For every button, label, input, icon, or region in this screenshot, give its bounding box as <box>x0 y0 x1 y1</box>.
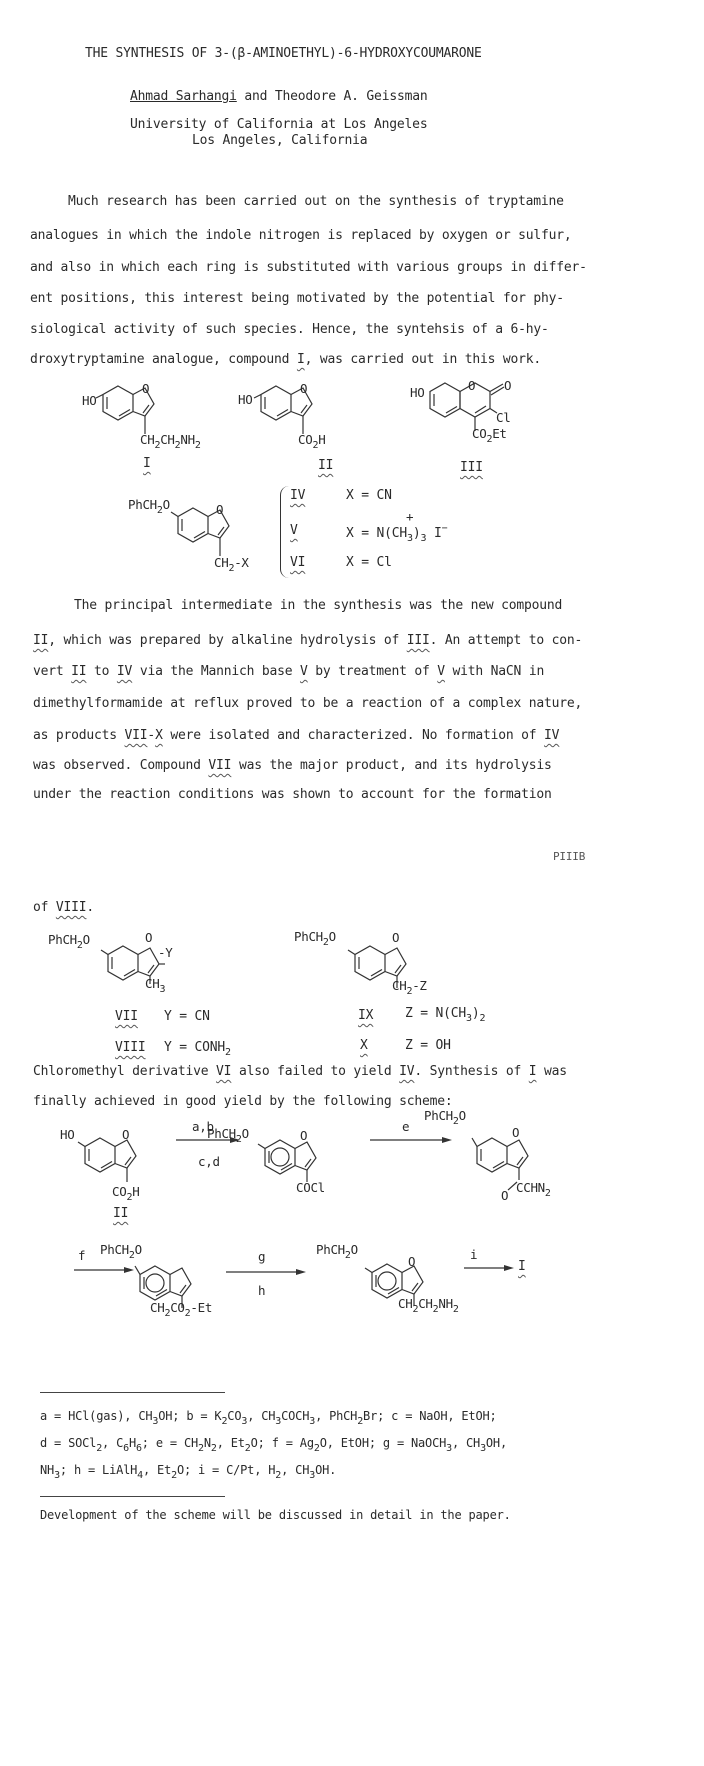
structure-i-benzofuran <box>88 358 178 438</box>
text-run: NH <box>180 432 195 447</box>
text-run: O <box>328 929 336 944</box>
affiliation-city: Los Angeles, California <box>192 133 368 148</box>
subscript: 2 <box>322 937 329 948</box>
hydroxy-label: HO <box>60 1127 75 1142</box>
subscript: 2 <box>432 1304 439 1315</box>
subscript: 2 <box>313 1443 320 1454</box>
text-run: with NaCN in <box>444 664 545 679</box>
compound-label-v <box>290 523 298 538</box>
subscript: 2 <box>128 1250 135 1261</box>
compound-ref: X <box>360 1038 368 1053</box>
subscript: 3 <box>152 1416 159 1427</box>
text-run: NH <box>438 1296 453 1311</box>
text-run: ; e = CH <box>141 1436 198 1450</box>
p2-line <box>33 758 552 773</box>
text-run: X = N(CH <box>346 526 408 541</box>
closing-note: Development of the scheme will be discussed in detail in the paper. <box>40 1508 511 1522</box>
compound-ref: II <box>33 633 49 648</box>
compound-ref: V <box>437 664 445 679</box>
subscript: 2 <box>184 1308 191 1319</box>
p2-line: The principal intermediate in the synthesis was the new compound <box>74 598 563 613</box>
compound-ref: I <box>296 352 305 367</box>
brace <box>280 486 289 578</box>
text-run: , C <box>102 1436 124 1450</box>
text-run: NH <box>40 1463 55 1477</box>
text-run: O <box>82 932 90 947</box>
benzyloxy-label <box>207 1126 249 1145</box>
subscript: 2 <box>235 1134 242 1145</box>
footnote-rule-bottom <box>40 1496 225 1497</box>
methyl-label <box>145 976 165 995</box>
text-run: Chloromethyl derivative <box>33 1064 217 1079</box>
compound-ref: VI <box>290 555 306 570</box>
text-run: of <box>33 900 56 915</box>
structure-iv-vi-benzofuran <box>163 480 253 560</box>
subscript: 3 <box>309 1416 316 1427</box>
text-run: PhCH <box>316 1242 345 1257</box>
structure-ii-benzofuran <box>246 358 336 438</box>
text-run: O <box>458 1108 466 1123</box>
compound-ref: I <box>528 1064 537 1079</box>
text-run: d = SOCl <box>40 1436 97 1450</box>
benzyloxy-label <box>294 929 336 948</box>
subscript: 6 <box>135 1443 142 1454</box>
text-run: Et <box>492 426 507 441</box>
side-chain-label <box>398 1296 459 1315</box>
text-run: . An attempt to con- <box>429 633 583 648</box>
p1-line: ent positions, this interest being motivated by the potential for phy- <box>30 291 564 306</box>
substituent-eq: Y = CN <box>164 1009 210 1024</box>
compound-ref: X <box>155 728 163 743</box>
reagent-label: g <box>258 1249 266 1264</box>
subscript: 3 <box>407 533 413 544</box>
reaction-arrow-2 <box>368 1134 458 1146</box>
subscript: 2 <box>194 440 201 451</box>
hydroxy-label: HO <box>238 392 253 407</box>
text-run: CO <box>472 426 487 441</box>
compound-ref: VII <box>208 758 232 773</box>
text-run: O; f = Ag <box>250 1436 314 1450</box>
ester-label <box>472 426 507 445</box>
text-run: PhCH <box>207 1126 236 1141</box>
subscript: 2 <box>312 440 319 451</box>
text-run: -Z <box>412 978 427 993</box>
subscript: 6 <box>123 1443 129 1454</box>
p1-line: and also in which each ring is substituted with various groups in differ- <box>30 260 587 275</box>
y-substituent-label: -Y <box>158 945 173 960</box>
substituent-eq <box>346 523 447 544</box>
oxygen-label: O <box>392 930 400 945</box>
compound-ref: IX <box>358 1008 374 1023</box>
authors <box>130 89 427 104</box>
text-run: OH, <box>485 1436 507 1450</box>
compound-ref: VIII <box>115 1040 146 1055</box>
text-run: O <box>162 497 170 512</box>
text-run: CH <box>140 432 155 447</box>
compound-ref: II <box>318 458 334 473</box>
text-run: as products <box>33 728 125 743</box>
reaction-arrow-4 <box>224 1266 314 1278</box>
text-run: , Et <box>143 1463 172 1477</box>
text-run: -X <box>234 555 249 570</box>
subscript: 3 <box>446 1443 452 1454</box>
page-code: PIIIB <box>553 850 586 863</box>
subscript: 2 <box>164 1308 171 1319</box>
diazoketone-label <box>516 1180 551 1199</box>
side-chain-label <box>392 978 427 997</box>
text-run: CO <box>170 1300 185 1315</box>
compound-ref: VI <box>216 1064 232 1079</box>
text-run: PhCH <box>294 929 323 944</box>
carbonyl-oxygen-label: O <box>501 1188 509 1203</box>
subscript: 2 <box>452 1116 459 1127</box>
compound-ref: II <box>71 664 87 679</box>
text-run: a = HCl(gas), CH <box>40 1409 153 1423</box>
oxygen-label: O <box>512 1125 520 1140</box>
ring-oxygen-label: O <box>468 378 476 393</box>
compound-ref: IV <box>544 728 560 743</box>
subscript: 2 <box>96 1443 103 1454</box>
oxygen-label: O <box>142 381 150 396</box>
carboxyl-label <box>298 432 325 451</box>
text-run: , was carried out in this work. <box>304 352 542 367</box>
compound-ref: I <box>518 1259 526 1274</box>
author-sarhangi: Ahmad Sarhangi <box>130 89 237 104</box>
subscript: 3 <box>420 533 427 544</box>
text-run: to <box>86 664 117 679</box>
p1-line: Much research has been carried out on the synthesis of tryptamine <box>68 194 564 209</box>
text-run: CH <box>145 976 160 991</box>
text-run: PhCH <box>48 932 77 947</box>
subscript: 3 <box>275 1416 282 1427</box>
substituent-eq: X = Cl <box>346 555 392 570</box>
reagent-label: i <box>470 1247 478 1262</box>
compound-ref: III <box>460 460 483 475</box>
reagent-label: h <box>258 1283 266 1298</box>
oxygen-label: O <box>300 381 308 396</box>
text-run: COCH <box>281 1409 310 1423</box>
subscript: 3 <box>241 1416 248 1427</box>
text-run: O; i = C/Pt, H <box>176 1463 276 1477</box>
text-run: ; h = LiAlH <box>59 1463 138 1477</box>
compound-label-viii <box>115 1040 146 1055</box>
text-run: CH <box>398 1296 413 1311</box>
substituent-eq: Z = OH <box>405 1038 451 1053</box>
p2-line: under the reaction conditions was shown to account for the formation <box>33 787 552 802</box>
text-run: PhCH <box>424 1108 453 1123</box>
subscript: 2 <box>76 940 83 951</box>
text-run: also failed to yield <box>231 1064 400 1079</box>
text-run: CH <box>214 555 229 570</box>
text-run: . <box>86 900 95 915</box>
compound-ref: VII <box>124 728 148 743</box>
acid-chloride-label: COCl <box>296 1180 325 1195</box>
subscript: 2 <box>225 1047 231 1058</box>
carboxyl-label <box>112 1184 139 1203</box>
reagent-label: e <box>402 1119 410 1134</box>
compound-label-vii <box>115 1009 138 1024</box>
subscript: 2 <box>412 1304 419 1315</box>
compound-ref: IV <box>399 1064 415 1079</box>
text-run: O, EtOH; g = NaOCH <box>319 1436 447 1450</box>
compound-ref: III <box>406 633 430 648</box>
text-run: via the Mannich base <box>132 664 300 679</box>
benzyloxy-label <box>128 497 170 516</box>
subscript: 2 <box>228 563 235 574</box>
text-run: by treatment of <box>307 664 438 679</box>
substituent-eq <box>405 1006 485 1024</box>
p3-line <box>33 900 94 915</box>
footnote-line <box>40 1436 507 1454</box>
subscript: 3 <box>466 1013 472 1024</box>
product-label-i <box>518 1259 526 1274</box>
subscript: 3 <box>480 1443 486 1454</box>
subscript: 3 <box>54 1470 60 1481</box>
scheme-start-benzofuran <box>70 1110 160 1190</box>
compound-ref: V <box>290 523 298 538</box>
text-run: - <box>147 728 156 743</box>
p4-line: finally achieved in good yield by the following scheme: <box>33 1094 453 1109</box>
subscript: 2 <box>544 1188 551 1199</box>
benzyloxy-label <box>100 1242 142 1261</box>
subscript: 2 <box>486 434 493 445</box>
compound-ref: VII <box>115 1009 138 1024</box>
oxygen-label: O <box>408 1254 416 1269</box>
substituent-eq: X = CN <box>346 488 392 503</box>
oxygen-label: O <box>145 930 153 945</box>
subscript: 2 <box>171 1470 177 1481</box>
subscript: 2 <box>452 1304 459 1315</box>
text-run: PhCH <box>100 1242 129 1257</box>
text-run: OH. <box>315 1463 337 1477</box>
paper-title: THE SYNTHESIS OF 3-(β-AMINOETHYL)-6-HYDROXYCOUMARONE <box>85 46 482 61</box>
subscript: 2 <box>357 1416 364 1427</box>
compound-label-vi <box>290 555 305 570</box>
reagent-label: f <box>78 1248 86 1263</box>
hydroxy-label: HO <box>82 393 97 408</box>
subscript: 2 <box>244 1443 251 1454</box>
compound-label-ix <box>358 1008 373 1023</box>
subscript: 2 <box>198 1443 204 1454</box>
oxygen-label: O <box>122 1127 130 1142</box>
p1-line: siological activity of such species. Hence, the syntehsis of a 6-hy- <box>30 322 549 337</box>
text-run: , CH <box>281 1463 310 1477</box>
scheme-diazoketone-benzofuran <box>462 1110 552 1190</box>
carbonyl-oxygen-label: O <box>504 378 512 393</box>
text-run: Z = N(CH <box>405 1006 467 1021</box>
text-run: H <box>128 1436 136 1450</box>
text-run: CH <box>418 1296 433 1311</box>
text-run: H <box>318 432 326 447</box>
text-run: CH <box>160 432 175 447</box>
compound-ref: II <box>113 1206 129 1221</box>
text-run: O <box>350 1242 358 1257</box>
benzyloxy-label <box>48 932 90 951</box>
text-run: Y = CONH <box>164 1040 226 1055</box>
text-run: , CH <box>247 1409 276 1423</box>
side-chain-label <box>214 555 249 574</box>
subscript: 3 <box>159 984 166 995</box>
p2-line: dimethylformamide at reflux proved to be a reaction of a complex nature, <box>33 696 583 711</box>
subscript: 2 <box>344 1250 351 1261</box>
compound-label-i <box>143 456 151 471</box>
compound-ref: IV <box>290 488 306 503</box>
author-geissman: and Theodore A. Geissman <box>236 89 428 104</box>
text-run: H <box>132 1184 140 1199</box>
compound-ref: IV <box>116 664 133 679</box>
compound-label-iv <box>290 488 305 503</box>
text-run: N <box>203 1436 211 1450</box>
text-run: ) <box>471 1006 480 1021</box>
text-run: -Et <box>190 1300 213 1315</box>
text-run: , which was prepared by alkaline hydrolysis of <box>48 633 407 648</box>
text-run: vert <box>33 664 72 679</box>
text-run: PhCH <box>128 497 157 512</box>
footnote-line <box>40 1409 497 1427</box>
compound-label-x <box>360 1038 368 1053</box>
text-run: was the major product, and its hydrolysis <box>231 758 552 773</box>
substituent-eq <box>164 1040 231 1058</box>
benzyloxy-label <box>424 1108 466 1127</box>
oxygen-label: O <box>300 1128 308 1143</box>
ester-side-chain-label <box>150 1300 212 1319</box>
text-run: . Synthesis of <box>414 1064 529 1079</box>
subscript: 2 <box>406 986 413 997</box>
p4-line <box>33 1064 567 1079</box>
hydroxy-label: HO <box>410 385 425 400</box>
subscript: 2 <box>479 1013 486 1024</box>
text-run: droxytryptamine analogue, compound <box>30 352 297 367</box>
affiliation-university: University of California at Los Angeles <box>130 117 428 132</box>
subscript: 2 <box>156 505 163 516</box>
text-run: O <box>134 1242 142 1257</box>
text-run: , CH <box>451 1436 481 1450</box>
subscript: 2 <box>174 440 181 451</box>
text-run: ) <box>412 526 421 541</box>
text-run: , Et <box>216 1436 245 1450</box>
reaction-arrow-5 <box>462 1262 522 1274</box>
p2-line <box>33 728 559 743</box>
text-run: CCHN <box>516 1180 545 1195</box>
text-run: was <box>536 1064 567 1079</box>
scheme-acid-chloride-benzofuran <box>250 1112 340 1192</box>
text-run: OH; b = K <box>158 1409 222 1423</box>
reagent-label: c,d <box>198 1154 220 1169</box>
superscript: − <box>441 523 448 534</box>
text-run: Br; c = NaOH, EtOH; <box>363 1409 497 1423</box>
subscript: 2 <box>126 1192 133 1203</box>
compound-ref: VIII <box>55 900 87 915</box>
subscript: 2 <box>210 1443 217 1454</box>
subscript: 4 <box>137 1470 143 1481</box>
text-run: CO <box>112 1184 127 1199</box>
compound-ref: I <box>143 456 151 471</box>
side-chain-label <box>140 432 201 451</box>
chloro-label: Cl <box>496 410 511 425</box>
p1-line: analogues in which the indole nitrogen is replaced by oxygen or sulfur, <box>30 228 572 243</box>
text-run: was observed. Compound <box>33 758 209 773</box>
subscript: 2 <box>275 1470 282 1481</box>
subscript: 3 <box>309 1470 316 1481</box>
p2-line <box>33 664 544 679</box>
subscript: 2 <box>221 1416 228 1427</box>
compound-label-ii <box>318 458 333 473</box>
oxygen-label: O <box>216 502 224 517</box>
footnote-rule-top <box>40 1392 225 1393</box>
footnote-line <box>40 1463 336 1481</box>
text-run: O <box>241 1126 249 1141</box>
reagent-label: a,b <box>192 1119 214 1134</box>
p2-line <box>33 633 582 648</box>
benzyloxy-label <box>316 1242 358 1261</box>
text-run: CH <box>150 1300 165 1315</box>
subscript: 2 <box>154 440 161 451</box>
compound-label-iii <box>460 460 483 475</box>
text-run: I <box>426 526 442 541</box>
text-run: CO <box>298 432 313 447</box>
compound-ref: V <box>299 664 308 679</box>
text-run: CH <box>392 978 407 993</box>
text-run: , PhCH <box>315 1409 358 1423</box>
text-run: were isolated and characterized. No formation of <box>162 728 545 743</box>
charge-plus: + <box>406 509 414 524</box>
text-run: CO <box>227 1409 242 1423</box>
compound-label-ii <box>113 1206 128 1221</box>
